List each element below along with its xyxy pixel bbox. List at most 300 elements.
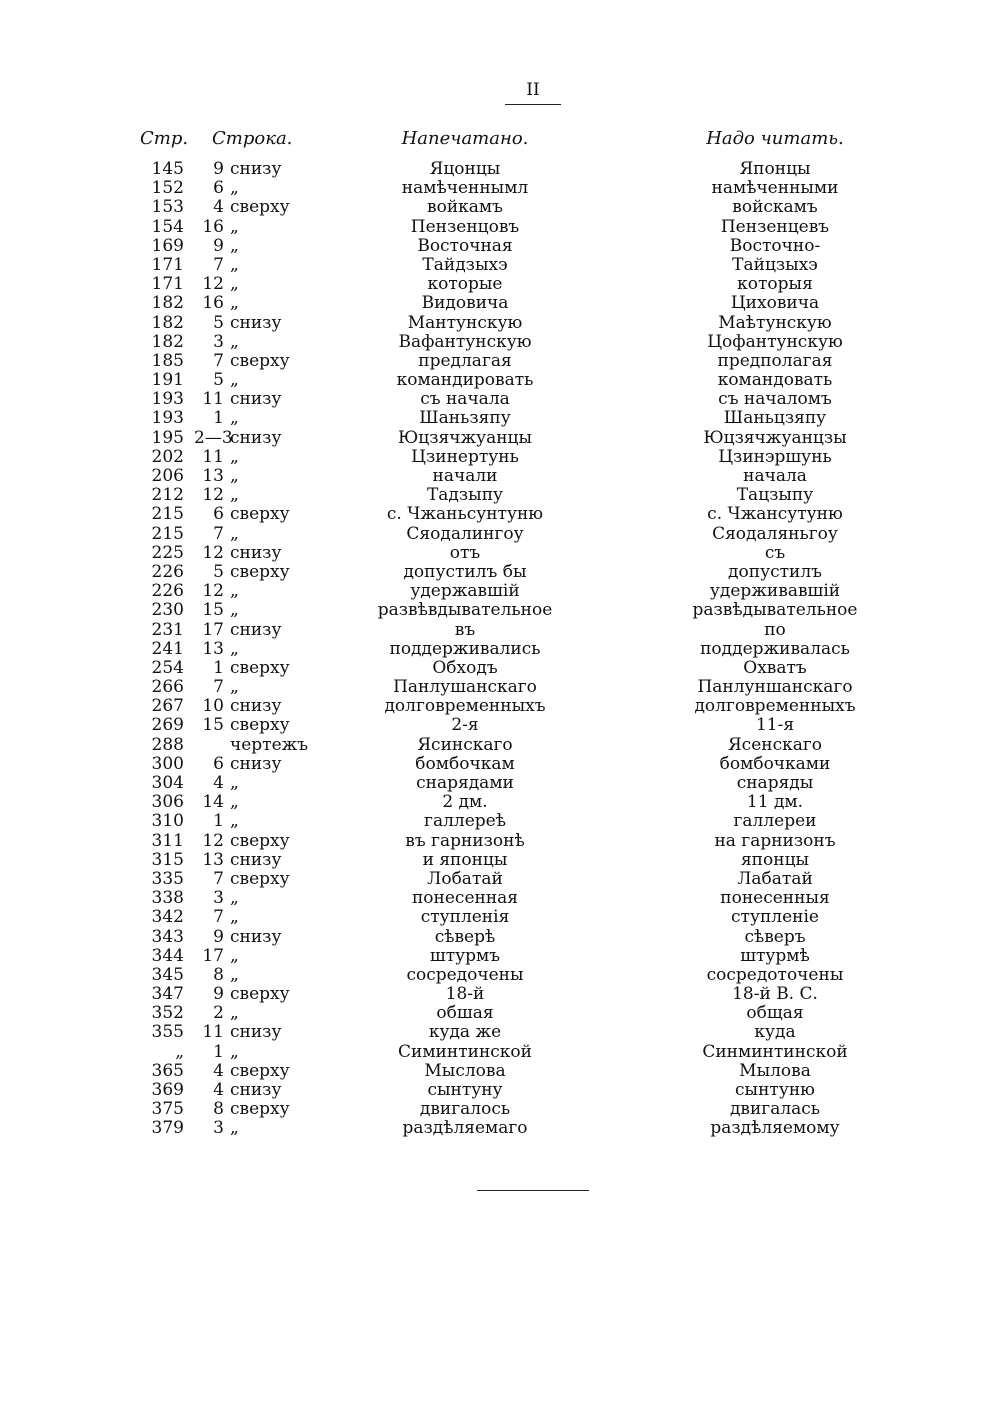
row-line: 14 bbox=[202, 792, 224, 813]
row-should-read: по bbox=[764, 619, 786, 640]
row-page: 315 bbox=[151, 849, 184, 870]
row-line: 13 bbox=[202, 849, 224, 870]
row-should-read: предполагая bbox=[717, 350, 833, 371]
table-row bbox=[0, 755, 1000, 774]
row-line: 5 bbox=[213, 312, 224, 333]
row-position: снизу bbox=[230, 926, 282, 947]
row-line: 11 bbox=[202, 389, 224, 410]
row-printed: намѣченнымл bbox=[401, 178, 529, 199]
row-printed: войкамъ bbox=[427, 197, 503, 218]
row-should-read: Сяодаляньгоу bbox=[712, 523, 838, 544]
row-line: 7 bbox=[213, 350, 224, 371]
row-should-read: 11 дм. bbox=[746, 792, 804, 813]
row-should-read: Пензенцевъ bbox=[720, 216, 830, 237]
row-position: снизу bbox=[230, 312, 282, 333]
row-line: 3 bbox=[213, 331, 224, 352]
row-should-read: съ началомъ bbox=[718, 389, 832, 410]
page-number-rule bbox=[505, 104, 561, 105]
table-row bbox=[0, 966, 1000, 985]
table-row bbox=[0, 697, 1000, 716]
table-row bbox=[0, 716, 1000, 735]
row-page: 171 bbox=[151, 274, 184, 295]
row-should-read: Маѣтунскую bbox=[718, 312, 832, 333]
row-position: снизу bbox=[230, 696, 282, 717]
row-page: 310 bbox=[151, 811, 184, 832]
row-position: снизу bbox=[230, 849, 282, 870]
row-printed: куда же bbox=[428, 1022, 502, 1043]
row-printed: штурмъ bbox=[429, 945, 501, 966]
table-row bbox=[0, 390, 1000, 409]
row-line: 7 bbox=[213, 523, 224, 544]
row-position: „ bbox=[230, 370, 239, 391]
row-should-read: понесенныя bbox=[720, 888, 830, 909]
row-page: 267 bbox=[151, 696, 184, 717]
row-printed: 2-я bbox=[451, 715, 479, 736]
row-position: „ bbox=[230, 293, 239, 314]
table-row bbox=[0, 908, 1000, 927]
row-printed: понесенная bbox=[411, 888, 519, 909]
row-should-read: Мылова bbox=[739, 1060, 811, 1081]
row-should-read: Шаньцзяпу bbox=[723, 408, 827, 429]
table-row bbox=[0, 640, 1000, 659]
row-line: 16 bbox=[202, 293, 224, 314]
row-should-read: командовать bbox=[717, 370, 833, 391]
page-number: II bbox=[526, 80, 540, 100]
row-page: 226 bbox=[151, 561, 184, 582]
row-printed: с. Чжаньсунтуню bbox=[386, 504, 544, 525]
row-printed: удержавшій bbox=[410, 581, 520, 602]
row-line: 1 bbox=[213, 657, 224, 678]
row-should-read: Синминтинской bbox=[702, 1041, 848, 1062]
row-page: 202 bbox=[151, 446, 184, 467]
row-page: 206 bbox=[151, 466, 184, 486]
row-should-read: съ bbox=[764, 542, 786, 563]
row-should-read: куда bbox=[754, 1022, 796, 1043]
table-row bbox=[0, 429, 1000, 448]
row-position: сверху bbox=[230, 1060, 290, 1081]
row-line: 17 bbox=[202, 945, 224, 966]
row-printed: командировать bbox=[396, 370, 534, 391]
row-line: 12 bbox=[202, 274, 224, 295]
row-printed: долговременныхъ bbox=[384, 696, 546, 717]
row-line: 6 bbox=[213, 753, 224, 774]
row-position: сверху bbox=[230, 197, 290, 218]
row-position: снизу bbox=[230, 1022, 282, 1043]
row-position: сверху bbox=[230, 830, 290, 851]
row-line: 6 bbox=[213, 504, 224, 525]
row-page: 342 bbox=[151, 907, 184, 928]
row-line: 4 bbox=[213, 1060, 224, 1081]
row-page: 154 bbox=[151, 216, 184, 237]
row-should-read: Юцзячжуанцзы bbox=[703, 427, 847, 448]
row-page: 212 bbox=[151, 485, 184, 506]
row-should-read: поддерживалась bbox=[700, 638, 850, 659]
row-should-read: войскамъ bbox=[732, 197, 818, 218]
row-line: 9 bbox=[213, 235, 224, 256]
table-row bbox=[0, 409, 1000, 428]
table-row bbox=[0, 448, 1000, 467]
table-row bbox=[0, 486, 1000, 505]
row-line: 7 bbox=[213, 868, 224, 889]
row-position: снизу bbox=[230, 427, 282, 448]
row-position: „ bbox=[230, 677, 239, 698]
row-printed: двигалось bbox=[419, 1099, 511, 1120]
row-should-read: развѣдывательное bbox=[692, 600, 858, 621]
row-printed: предлагая bbox=[418, 350, 512, 371]
row-position: „ bbox=[230, 408, 239, 429]
row-printed: въ bbox=[454, 619, 476, 640]
row-position: сверху bbox=[230, 1099, 290, 1120]
row-position: „ bbox=[230, 331, 239, 352]
row-should-read: допустилъ bbox=[728, 561, 822, 582]
row-line: 7 bbox=[213, 254, 224, 275]
row-position: „ bbox=[230, 888, 239, 909]
row-printed: сѣверѣ bbox=[434, 926, 496, 947]
row-line: 1 bbox=[213, 1041, 224, 1062]
table-row bbox=[0, 1081, 1000, 1100]
row-position: снизу bbox=[230, 542, 282, 563]
row-position: сверху bbox=[230, 561, 290, 582]
table-row bbox=[0, 352, 1000, 371]
row-position: сверху bbox=[230, 984, 290, 1005]
row-should-read: двигалась bbox=[729, 1099, 821, 1120]
row-printed: сынтуну bbox=[427, 1080, 503, 1100]
row-line: 2—3 bbox=[194, 427, 233, 448]
row-printed: ступленія bbox=[420, 907, 510, 928]
row-line: 5 bbox=[213, 370, 224, 391]
row-position: „ bbox=[230, 523, 239, 544]
header-page: Стр. bbox=[140, 128, 189, 149]
row-should-read: бомбочками bbox=[719, 753, 831, 774]
row-line: 8 bbox=[213, 964, 224, 985]
row-should-read: Охватъ bbox=[743, 657, 807, 678]
table-row bbox=[0, 505, 1000, 524]
row-page: 231 bbox=[151, 619, 184, 640]
row-should-read: Циховича bbox=[730, 293, 820, 314]
row-should-read: снаряды bbox=[736, 773, 814, 793]
table-row bbox=[0, 928, 1000, 947]
table-row bbox=[0, 736, 1000, 755]
row-should-read: сосредоточены bbox=[706, 964, 844, 985]
row-page: 171 bbox=[151, 254, 184, 275]
row-printed: сосредочены bbox=[406, 964, 524, 985]
header-line: Строка. bbox=[212, 128, 293, 149]
row-line: 3 bbox=[213, 1118, 224, 1139]
row-position: чертежъ bbox=[230, 734, 309, 755]
row-should-read: сынтуню bbox=[735, 1080, 815, 1100]
row-page: 225 bbox=[151, 542, 184, 563]
row-should-read: удерживавшій bbox=[709, 581, 841, 602]
row-line: 13 bbox=[202, 466, 224, 486]
table-row bbox=[0, 621, 1000, 640]
table-row bbox=[0, 678, 1000, 697]
row-line: 12 bbox=[202, 581, 224, 602]
row-page: „ bbox=[175, 1041, 184, 1062]
row-page: 215 bbox=[151, 523, 184, 544]
row-position: „ bbox=[230, 485, 239, 506]
row-position: „ bbox=[230, 178, 239, 199]
row-printed: въ гарнизонѣ bbox=[405, 830, 525, 851]
row-position: сверху bbox=[230, 657, 290, 678]
table-row bbox=[0, 371, 1000, 390]
table-row bbox=[0, 812, 1000, 831]
row-position: снизу bbox=[230, 753, 282, 774]
table-row bbox=[0, 314, 1000, 333]
row-printed: начали bbox=[432, 466, 498, 486]
row-printed: Цзинертунь bbox=[411, 446, 519, 467]
row-should-read: Ясенскаго bbox=[727, 734, 823, 755]
table-row bbox=[0, 889, 1000, 908]
row-should-read: раздѣляемому bbox=[710, 1118, 840, 1139]
row-page: 300 bbox=[151, 753, 184, 774]
table-row bbox=[0, 659, 1000, 678]
row-position: „ bbox=[230, 1003, 239, 1024]
row-line: 3 bbox=[213, 888, 224, 909]
row-printed: Видовича bbox=[421, 293, 509, 314]
row-position: „ bbox=[230, 1118, 239, 1139]
row-position: сверху bbox=[230, 350, 290, 371]
table-row bbox=[0, 1062, 1000, 1081]
row-should-read: которыя bbox=[737, 274, 813, 295]
row-page: 195 bbox=[151, 427, 184, 448]
row-should-read: намѣченными bbox=[711, 178, 839, 199]
row-printed: снарядами bbox=[416, 773, 514, 793]
header-should-read: Надо читать. bbox=[706, 128, 844, 149]
row-should-read: Японцы bbox=[739, 159, 811, 179]
row-position: „ bbox=[230, 811, 239, 832]
row-line: 1 bbox=[213, 811, 224, 832]
row-position: „ bbox=[230, 792, 239, 813]
row-position: „ bbox=[230, 600, 239, 621]
row-page: 379 bbox=[151, 1118, 184, 1139]
row-printed: которые bbox=[427, 274, 503, 295]
row-line: 11 bbox=[202, 1022, 224, 1043]
row-printed: Вафантунскую bbox=[398, 331, 532, 352]
row-should-read: Лабатай bbox=[737, 868, 813, 889]
row-page: 193 bbox=[151, 389, 184, 410]
row-position: „ bbox=[230, 254, 239, 275]
row-page: 269 bbox=[151, 715, 184, 736]
row-position: „ bbox=[230, 466, 239, 486]
row-page: 365 bbox=[151, 1060, 184, 1081]
row-should-read: на гарнизонъ bbox=[714, 830, 836, 851]
row-position: „ bbox=[230, 945, 239, 966]
row-should-read: Цзинэршунь bbox=[718, 446, 832, 467]
row-position: „ bbox=[230, 216, 239, 237]
row-position: „ bbox=[230, 581, 239, 602]
table-row bbox=[0, 256, 1000, 275]
row-printed: поддерживались bbox=[389, 638, 541, 659]
table-row bbox=[0, 832, 1000, 851]
table-row bbox=[0, 333, 1000, 352]
table-row bbox=[0, 1004, 1000, 1023]
row-position: сверху bbox=[230, 504, 290, 525]
end-rule bbox=[477, 1190, 589, 1191]
errata-table bbox=[0, 160, 1000, 1139]
table-row bbox=[0, 294, 1000, 313]
row-printed: обшая bbox=[436, 1003, 494, 1024]
row-printed: раздѣляемаго bbox=[402, 1118, 528, 1139]
table-row bbox=[0, 774, 1000, 793]
row-printed: допустилъ бы bbox=[403, 561, 527, 582]
table-row bbox=[0, 544, 1000, 563]
table-row bbox=[0, 467, 1000, 486]
row-page: 375 bbox=[151, 1099, 184, 1120]
row-printed: Тадзыпу bbox=[426, 485, 504, 506]
row-page: 343 bbox=[151, 926, 184, 947]
row-page: 145 bbox=[151, 159, 184, 179]
row-page: 182 bbox=[151, 331, 184, 352]
row-line: 7 bbox=[213, 677, 224, 698]
row-page: 304 bbox=[151, 773, 184, 793]
row-position: снизу bbox=[230, 1080, 282, 1100]
row-page: 311 bbox=[151, 830, 184, 851]
row-should-read: долговременныхъ bbox=[694, 696, 856, 717]
row-should-read: 18-й В. С. bbox=[732, 984, 818, 1005]
row-should-read: штурмѣ bbox=[740, 945, 810, 966]
row-line: 4 bbox=[213, 773, 224, 793]
table-row bbox=[0, 237, 1000, 256]
table-row bbox=[0, 1100, 1000, 1119]
row-line: 16 bbox=[202, 216, 224, 237]
row-should-read: ступленіе bbox=[731, 907, 819, 928]
table-row bbox=[0, 582, 1000, 601]
row-page: 338 bbox=[151, 888, 184, 909]
row-line: 13 bbox=[202, 638, 224, 659]
row-should-read: начала bbox=[743, 466, 807, 486]
row-printed: Мыслова bbox=[424, 1060, 506, 1081]
row-printed: Лобатай bbox=[427, 868, 503, 889]
row-line: 8 bbox=[213, 1099, 224, 1120]
table-row bbox=[0, 985, 1000, 1004]
table-row bbox=[0, 275, 1000, 294]
row-printed: Панлушанскаго bbox=[393, 677, 537, 698]
row-printed: 18-й bbox=[445, 984, 485, 1005]
table-row bbox=[0, 1023, 1000, 1042]
row-line: 12 bbox=[202, 830, 224, 851]
row-page: 344 bbox=[151, 945, 184, 966]
row-printed: и японцы bbox=[422, 849, 508, 870]
table-row bbox=[0, 1119, 1000, 1138]
row-should-read: с. Чжансутуню bbox=[707, 504, 843, 525]
errata-header bbox=[0, 128, 1000, 154]
row-page: 347 bbox=[151, 984, 184, 1005]
row-position: „ bbox=[230, 235, 239, 256]
row-page: 185 bbox=[151, 350, 184, 371]
row-line: 1 bbox=[213, 408, 224, 429]
row-position: сверху bbox=[230, 715, 290, 736]
row-should-read: сѣверъ bbox=[744, 926, 806, 947]
row-printed: Обходъ bbox=[432, 657, 498, 678]
table-row bbox=[0, 870, 1000, 889]
row-printed: съ начала bbox=[420, 389, 510, 410]
table-row bbox=[0, 525, 1000, 544]
row-page: 230 bbox=[151, 600, 184, 621]
row-page: 369 bbox=[151, 1080, 184, 1100]
row-line: 9 bbox=[213, 926, 224, 947]
row-page: 169 bbox=[151, 235, 184, 256]
row-printed: Сяодалингоу bbox=[406, 523, 524, 544]
row-page: 182 bbox=[151, 312, 184, 333]
row-printed: Яцонцы bbox=[429, 159, 501, 179]
row-page: 153 bbox=[151, 197, 184, 218]
row-page: 352 bbox=[151, 1003, 184, 1024]
row-page: 335 bbox=[151, 868, 184, 889]
row-should-read: Тацзыпу bbox=[736, 485, 814, 506]
header-printed: Напечатано. bbox=[401, 128, 529, 149]
row-line: 9 bbox=[213, 984, 224, 1005]
row-line: 15 bbox=[202, 715, 224, 736]
row-printed: отъ bbox=[449, 542, 481, 563]
row-line: 11 bbox=[202, 446, 224, 467]
row-printed: галлереѣ bbox=[424, 811, 506, 832]
row-should-read: Тайцзыхэ bbox=[732, 254, 818, 275]
row-page: 215 bbox=[151, 504, 184, 525]
row-position: „ bbox=[230, 638, 239, 659]
row-printed: 2 дм. bbox=[442, 792, 488, 813]
table-row bbox=[0, 947, 1000, 966]
row-line: 2 bbox=[213, 1003, 224, 1024]
row-page: 288 bbox=[151, 734, 184, 755]
table-row bbox=[0, 1043, 1000, 1062]
row-page: 254 bbox=[151, 657, 184, 678]
row-position: „ bbox=[230, 1041, 239, 1062]
row-should-read: галлереи bbox=[733, 811, 817, 832]
row-printed: Восточная bbox=[417, 235, 513, 256]
row-position: снизу bbox=[230, 619, 282, 640]
row-line: 6 bbox=[213, 178, 224, 199]
table-row bbox=[0, 601, 1000, 620]
row-position: „ bbox=[230, 907, 239, 928]
row-page: 241 bbox=[151, 638, 184, 659]
row-page: 193 bbox=[151, 408, 184, 429]
row-line: 4 bbox=[213, 197, 224, 218]
row-page: 345 bbox=[151, 964, 184, 985]
row-page: 191 bbox=[151, 370, 184, 391]
row-should-read: японцы bbox=[740, 849, 810, 870]
row-line: 9 bbox=[213, 159, 224, 179]
row-line: 10 bbox=[202, 696, 224, 717]
table-row bbox=[0, 179, 1000, 198]
row-position: „ bbox=[230, 964, 239, 985]
row-page: 266 bbox=[151, 677, 184, 698]
row-line: 15 bbox=[202, 600, 224, 621]
table-row bbox=[0, 563, 1000, 582]
row-printed: Мантунскую bbox=[407, 312, 523, 333]
row-printed: Юцзячжуанцы bbox=[397, 427, 533, 448]
table-row bbox=[0, 218, 1000, 237]
row-page: 226 bbox=[151, 581, 184, 602]
row-line: 17 bbox=[202, 619, 224, 640]
row-line: 12 bbox=[202, 542, 224, 563]
row-should-read: Цофантунскую bbox=[707, 331, 843, 352]
row-printed: Шаньзяпу bbox=[419, 408, 511, 429]
row-position: „ bbox=[230, 773, 239, 793]
row-should-read: 11-я bbox=[755, 715, 795, 736]
row-line: 7 bbox=[213, 907, 224, 928]
row-printed: Ясинскаго bbox=[417, 734, 513, 755]
row-printed: Симинтинской bbox=[398, 1041, 532, 1062]
row-line: 4 bbox=[213, 1080, 224, 1100]
row-page: 182 bbox=[151, 293, 184, 314]
row-line: 5 bbox=[213, 561, 224, 582]
row-position: снизу bbox=[230, 159, 282, 179]
table-row bbox=[0, 198, 1000, 217]
row-should-read: Панлуншанскаго bbox=[697, 677, 853, 698]
row-printed: развѣвдывательное bbox=[377, 600, 553, 621]
table-row bbox=[0, 851, 1000, 870]
row-line: 12 bbox=[202, 485, 224, 506]
